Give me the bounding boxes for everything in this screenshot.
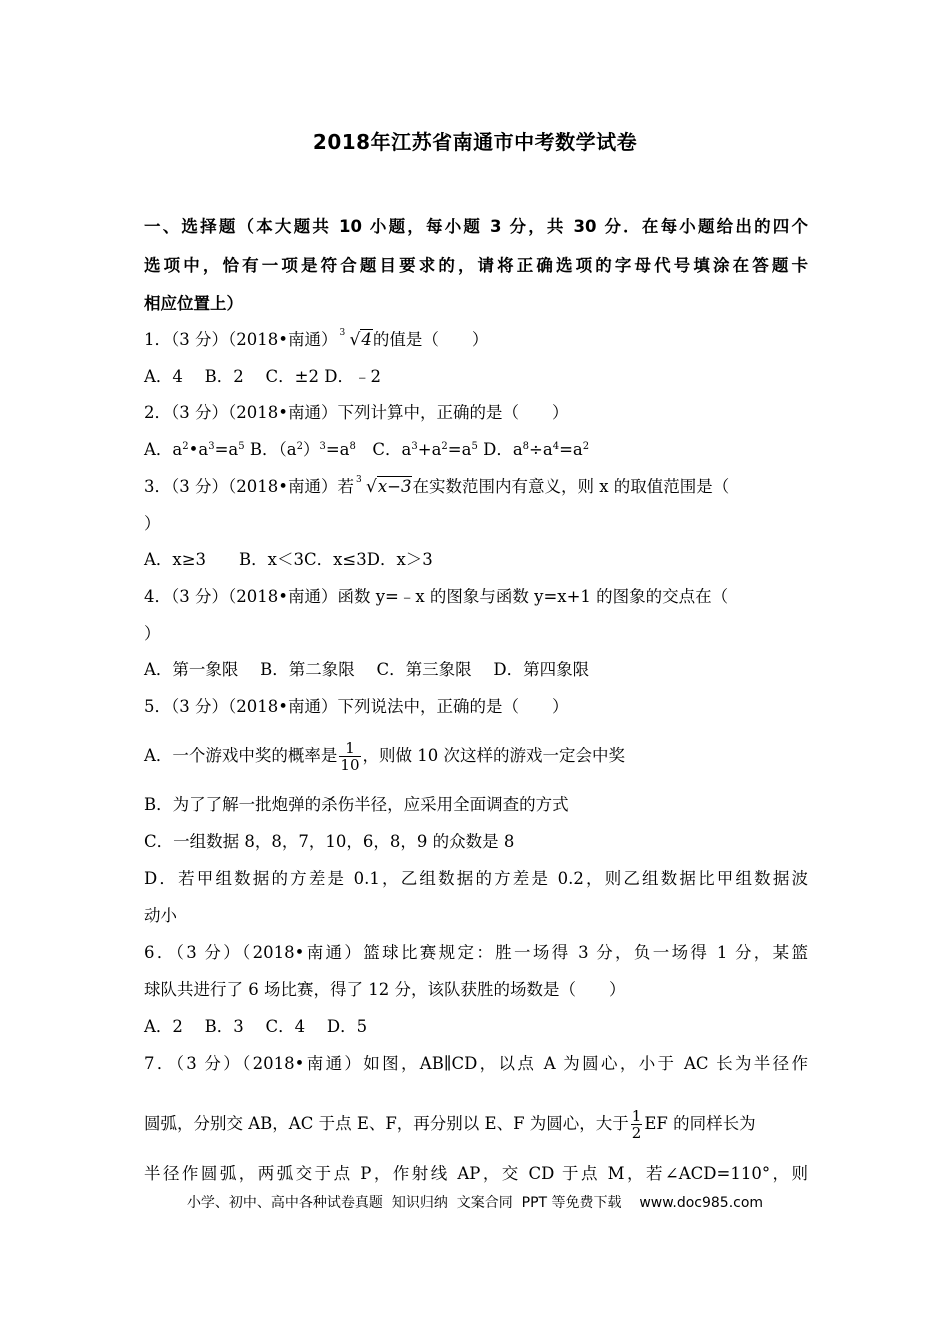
exponent: 2 [296,441,303,452]
exponent: 3 [411,441,418,452]
exponent: 3 [208,441,215,452]
page-title: 2018年江苏省南通市中考数学试卷 [312,130,638,154]
question-5-option-b: B．为了了解一批炮弹的杀伤半径，应采用全面调查的方式 [144,795,569,814]
question-5-option-a [144,738,808,774]
question-6-stem-cont: 球队共进行了 6 场比赛，得了 12 分，该队获胜的场数是（ ） [144,980,626,999]
exponent: 5 [471,441,478,452]
question-5-option-c: C．一组数据 8，8，7，10，6，8，9 的众数是 8 [144,832,515,851]
exponent: 4 [552,441,560,452]
opt-text: A．a [144,440,183,459]
root-index: 3 [355,475,362,485]
fraction-numerator: 1 [631,1107,642,1125]
question-6-stem: 6．（3 分）（2018•南通）篮球比赛规定：胜一场得 3 分，负一场得 1 分，某篮 [144,943,808,962]
radicand: x−3 [377,477,412,496]
opt-text: =a [214,440,239,459]
fraction-denominator: 2 [631,1124,642,1142]
opt-text: •a [188,440,209,459]
section-heading-line-2: 选项中，恰有一项是符合题目要求的，请将正确选项的字母代号填涂在答题卡 [144,256,808,275]
exponent: 2 [441,441,448,452]
fraction [339,740,360,773]
question-5-option-d-cont: 动小 [144,906,177,925]
opt-text: =a [447,440,472,459]
opt-text: ÷a [529,440,553,459]
q3-prefix: 3．（3 分）（2018•南通）若 [144,477,354,496]
opt-a-text: ，则做 10 次这样的游戏一定会中奖 [362,746,626,765]
opt-text: =a [325,440,350,459]
question-1-stem [144,329,808,351]
opt-text: =a [559,440,583,459]
opt-text: D．a [477,440,523,459]
fraction [631,1108,643,1141]
q3-suffix: 在实数范围内有意义，则 x 的取值范围是（ [412,477,730,496]
question-5-option-d: D．若甲组数据的方差是 0.1，乙组数据的方差是 0.2，则乙组数据比甲组数据波 [144,869,808,888]
opt-text: C．a [355,440,412,459]
question-2-stem: 2．（3 分）（2018•南通）下列计算中，正确的是（ ） [144,403,569,422]
page-footer: 小学、初中、高中各种试卷真题 知识归纳 文案合同 PPT 等免费下载 www.doc985.com [186,1195,764,1211]
question-1-options: A．4 B．2 C．±2 D．﹣2 [144,367,381,386]
question-7-stem-cont [144,1106,808,1142]
question-2-options [144,439,808,461]
question-6-options: A．2 B．3 C．4 D．5 [144,1017,368,1036]
question-4-stem: 4．（3 分）（2018•南通）函数 y=﹣x 的图象与函数 y=x+1 的图象的交点在（ [144,587,729,606]
exponent: 8 [349,441,356,452]
question-4-stem-cont: ） [144,624,161,643]
question-7-stem-cont-2: 半径作圆弧，两弧交于点 P，作射线 AP，交 CD 于点 M，若∠ACD=110°，则 [144,1164,808,1183]
exponent: 8 [522,441,530,452]
opt-text: B．（a [244,440,297,459]
exponent: 5 [238,441,245,452]
question-5-stem: 5．（3 分）（2018•南通）下列说法中，正确的是（ ） [144,697,569,716]
question-7-stem: 7．（3 分）（2018•南通）如图，AB∥CD，以点 A 为圆心，小于 AC 长为半径作 [144,1054,808,1073]
q7-text: 圆弧，分别交 AB，AC 于点 E、F，再分别以 E、F 为圆心，大于 [144,1114,629,1133]
section-heading-line-1: 一、选择题（本大题共 10 小题，每小题 3 分，共 30 分．在每小题给出的四个 [144,217,808,236]
question-4-options: A．第一象限 B．第二象限 C．第三象限 D．第四象限 [144,660,590,679]
fraction-numerator: 1 [339,740,360,757]
exponent: 3 [319,441,326,452]
section-heading-line-3: 相应位置上） [144,294,243,313]
opt-text: +a [417,440,442,459]
question-3-stem-cont: ） [144,514,161,533]
cube-root: 3 √4 [339,329,372,351]
question-3-stem [144,476,808,498]
q1-suffix: 的值是（ ） [372,330,489,349]
radicand: 4 [361,330,372,349]
opt-a-text: A．一个游戏中奖的概率是 [144,746,338,765]
question-3-options: A．x≥3 B．x＜3C．x≤3D．x＞3 [144,550,433,569]
root-index: 3 [339,328,346,338]
q7-text: EF 的同样长为 [644,1114,756,1133]
exponent: 2 [582,441,590,452]
fraction-denominator: 10 [340,756,360,774]
cube-root: 3 √x−3 [356,476,412,498]
opt-text: ） [302,440,320,459]
q1-prefix: 1．（3 分）（2018•南通） [144,330,338,349]
exponent: 2 [182,441,189,452]
